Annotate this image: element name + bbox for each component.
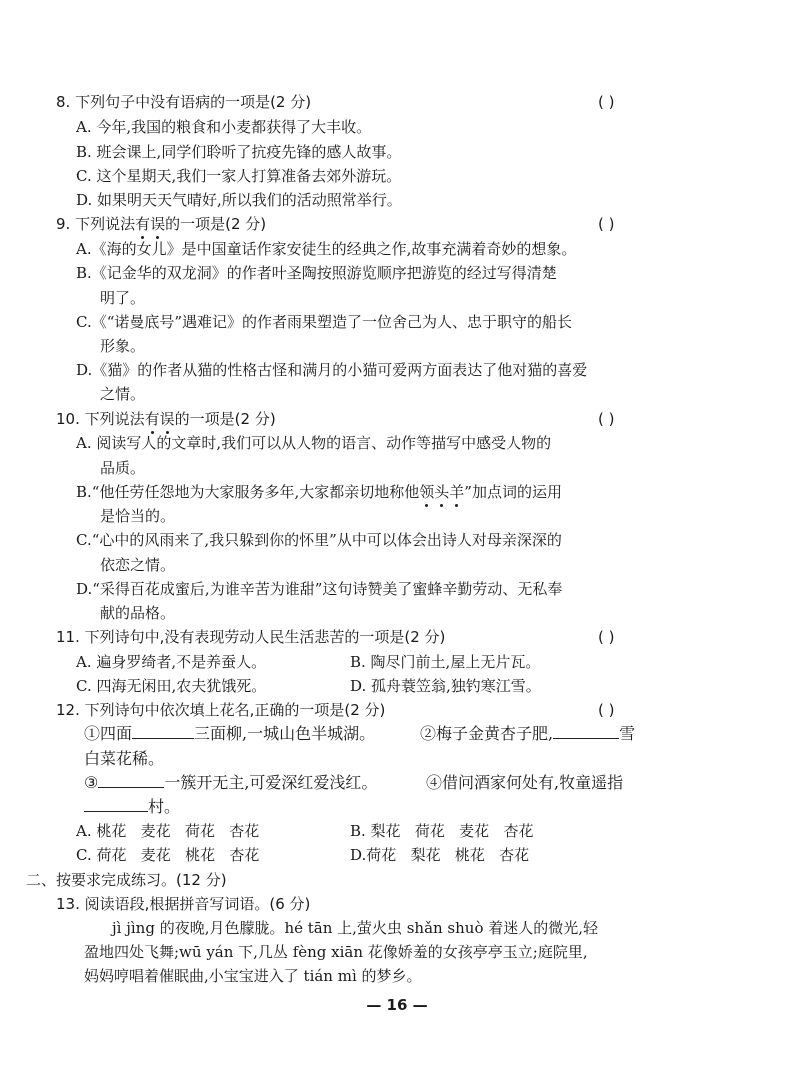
q8-answer-paren[interactable]: ( ) (598, 93, 615, 111)
fill-blank-1[interactable] (132, 724, 194, 739)
emph-char: 误 (159, 410, 175, 428)
q12-poem-3 (84, 773, 377, 793)
page-number: — 16 — (366, 996, 428, 1014)
q12-option-d: D.荷花 梨花 桃花 杏花 (350, 846, 530, 864)
q12-poem4-post: 村。 (148, 797, 181, 816)
q13-passage-line2: 盈地四处飞舞;wū yán 下,几丛 fèng xiān 花像娇羞的女孩亭亭玉立;庭院里, (84, 943, 588, 961)
q12-poem1-pre: ①四面 (84, 724, 133, 743)
emph-char: 领 (419, 483, 435, 501)
q10-answer-paren[interactable]: ( ) (598, 410, 615, 428)
q8-option-d: D. 如果明天天气晴好,所以我们的活动照常举行。 (76, 191, 402, 209)
q12-poem-4-cont (84, 797, 180, 817)
q10-stem-pre: 10. 下列说法 (56, 410, 145, 428)
q8-option-a: A. 今年,我国的粮食和小麦都获得了大丰收。 (76, 118, 372, 136)
q10-option-c-line1: C.“心中的风雨来了,我只躲到你的怀里”从中可以体会出诗人对母亲深深的 (76, 531, 562, 549)
q11-option-b: B. 陶尽门前土,屋上无片瓦。 (350, 653, 541, 671)
q11-answer-paren[interactable]: ( ) (598, 628, 615, 646)
emph-char: 羊 (449, 483, 465, 501)
emph-char: 头 (434, 483, 450, 501)
q10-option-b-post: ”加点词的运用 (464, 483, 562, 501)
q8-stem: 8. 下列句子中没有语病的一项是(2 分) (56, 93, 312, 111)
q8-option-c: C. 这个星期天,我们一家人打算准备去郊外游玩。 (76, 167, 402, 185)
q12-poem-4: ④借问酒家何处有,牧童遥指 (426, 773, 624, 792)
q12-poem2-post: 雪 (619, 724, 636, 743)
emph-char: 误 (150, 215, 166, 233)
q9-option-b-line2: 明了。 (100, 289, 146, 307)
q12-option-c: C. 荷花 麦花 桃花 杏花 (76, 846, 260, 864)
q12-poem-1 (84, 724, 375, 744)
q9-option-a: A.《海的女儿》是中国童话作家安徒生的经典之作,故事充满着奇妙的想象。 (76, 240, 577, 258)
fill-blank-3[interactable] (98, 773, 164, 788)
q12-poem1-post: 三面柳,一城山色半城湖。 (194, 724, 376, 743)
q12-option-a: A. 桃花 麦花 荷花 杏花 (76, 822, 260, 840)
q10-stem-post: 的一项是(2 分) (174, 410, 276, 428)
q10-option-b-pre: B.“他任劳任怨地为大家服务多年,大家都亲切地称他 (76, 483, 420, 501)
q10-stem-emph (145, 410, 175, 428)
q10-option-a-line2: 品质。 (100, 459, 146, 477)
q10-option-b-line2: 是恰当的。 (100, 507, 176, 525)
q10-option-d-line2: 献的品格。 (100, 604, 176, 622)
q12-poem3-pre: ③ (84, 773, 99, 792)
q9-option-c-line2: 形象。 (100, 337, 146, 355)
q12-answer-paren[interactable]: ( ) (598, 701, 615, 719)
q9-stem-emph (135, 215, 165, 233)
q11-stem: 11. 下列诗句中,没有表现劳动人民生活悲苦的一项是(2 分) (56, 628, 446, 646)
q10-stem (56, 409, 276, 429)
q9-stem-post: 的一项是(2 分) (165, 215, 267, 233)
q9-stem (56, 214, 266, 234)
q8-option-b: B. 班会课上,同学们聆听了抗疫先锋的感人故事。 (76, 143, 402, 161)
q13-stem: 13. 阅读语段,根据拼音写词语。(6 分) (56, 895, 311, 913)
q9-option-c-line1: C.《“诺曼底号”遇难记》的作者雨果塑造了一位舍己为人、忠于职守的船长 (76, 313, 573, 331)
q12-poem-2-cont: 白菜花稀。 (84, 749, 165, 768)
q9-option-b-line1: B.《记金华的双龙洞》的作者叶圣陶按照游览顺序把游览的经过写得清楚 (76, 264, 557, 282)
q9-option-d-line2: 之情。 (100, 385, 146, 403)
q13-passage-line1: jì jìng 的夜晚,月色朦胧。hé tān 上,萤火虫 shǎn shuò 着迷人的微光,轻 (112, 919, 599, 937)
q10-option-a-line1: A. 阅读写人的文章时,我们可以从人物的语言、动作等描写中感受人物的 (76, 434, 552, 452)
section-2-title: 二、按要求完成练习。(12 分) (26, 871, 227, 889)
q9-stem-pre: 9. 下列说法 (56, 215, 136, 233)
q12-poem2-pre: ②梅子金黄杏子肥, (420, 724, 554, 743)
q9-option-d-line1: D.《猫》的作者从猫的性格古怪和满月的小猫可爱两方面表达了他对猫的喜爱 (76, 361, 588, 379)
q11-option-c: C. 四海无闲田,农夫犹饿死。 (76, 677, 267, 695)
q10-option-c-line2: 依恋之情。 (100, 556, 176, 574)
q13-passage-line3: 妈妈哼唱着催眠曲,小宝宝进入了 tián mì 的梦乡。 (84, 967, 422, 985)
q11-option-a: A. 遍身罗绮者,不是养蚕人。 (76, 653, 267, 671)
q10-option-b-line1 (76, 482, 562, 502)
q10-option-d-line1: D.“采得百花成蜜后,为谁辛苦为谁甜”这句诗赞美了蜜蜂辛勤劳动、无私奉 (76, 580, 563, 598)
q12-option-b: B. 梨花 荷花 麦花 杏花 (350, 822, 534, 840)
fill-blank-2[interactable] (553, 724, 619, 739)
emph-char: 有 (135, 215, 151, 233)
q10-option-b-emph (419, 483, 464, 501)
q12-poem3-post: 一簇开无主,可爱深红爱浅红。 (164, 773, 378, 792)
emph-char: 有 (144, 410, 160, 428)
q12-stem: 12. 下列诗句中依次填上花名,正确的一项是(2 分) (56, 701, 386, 719)
q9-answer-paren[interactable]: ( ) (598, 215, 615, 233)
q11-option-d: D. 孤舟蓑笠翁,独钓寒江雪。 (350, 677, 541, 695)
q12-poem-2 (420, 724, 635, 744)
fill-blank-4[interactable] (84, 797, 148, 812)
